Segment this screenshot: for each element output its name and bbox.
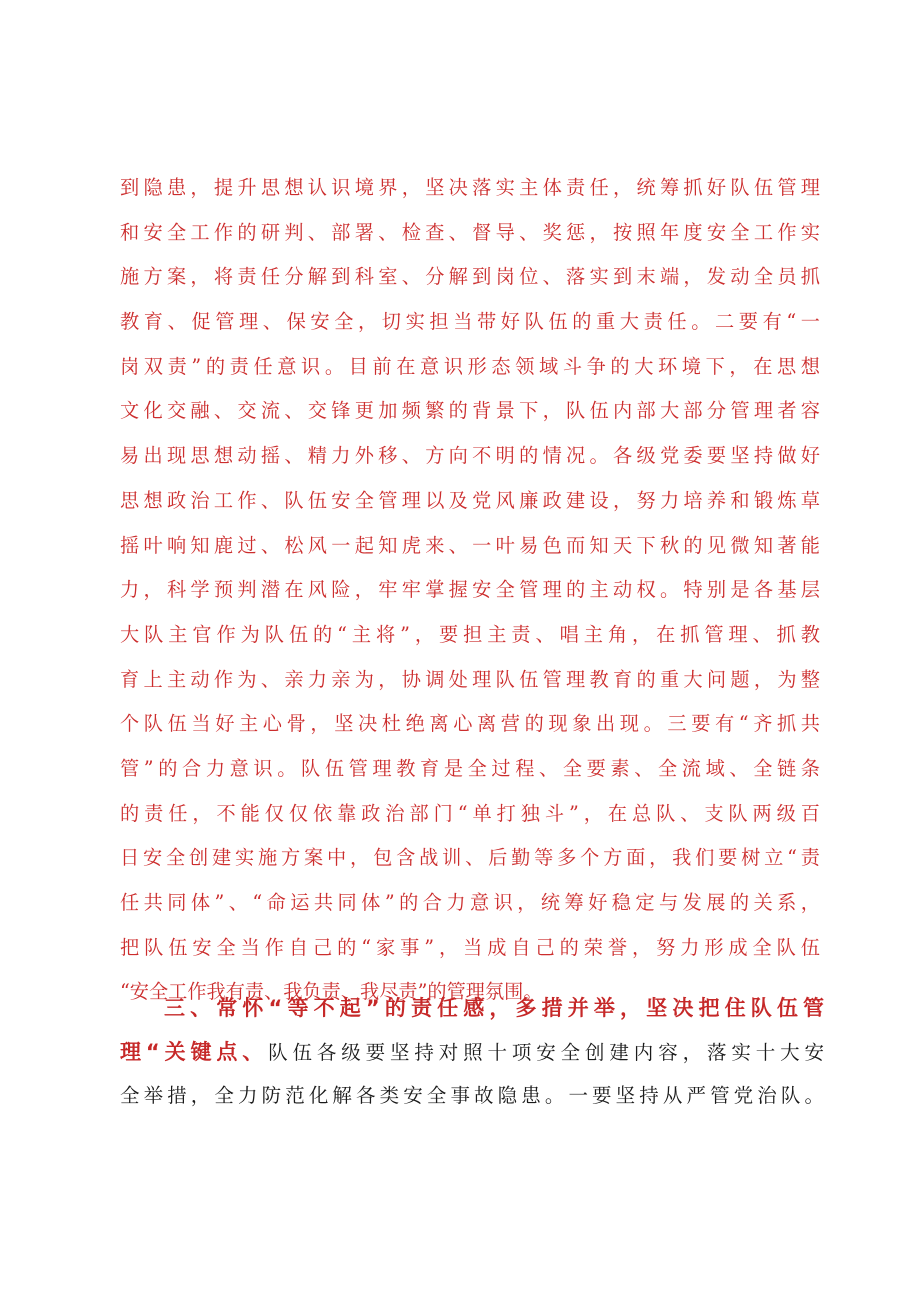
paragraph-line: 摇叶响知鹿过、松风一起知虎来、一叶易色而知天下秋的见微知著能 (120, 533, 820, 557)
paragraph-line: 施方案，将责任分解到科室、分解到岗位、落实到末端，发动全员抓 (120, 265, 820, 289)
paragraph-line: 易出现思想动摇、精力外移、方向不明的情况。各级党委要坚持做好 (120, 444, 820, 468)
paragraph-line: 力，科学预判潜在风险，牢牢掌握安全管理的主动权。特别是各基层 (120, 578, 820, 602)
paragraph-line: 的责任，不能仅仅依靠政治部门“单打独斗”，在总队、支队两级百 (120, 801, 820, 825)
paragraph-line: 把队伍安全当作自己的“家事”，当成自己的荣誉，努力形成全队伍 (120, 935, 820, 959)
paragraph-line: 思想政治工作、队伍安全管理以及党风廉政建设，努力培养和锻炼草 (120, 488, 820, 512)
paragraph-line: 管”的合力意识。队伍管理教育是全过程、全要素、全流域、全链条 (120, 756, 820, 780)
paragraph-line: 岗双责”的责任意识。目前在意识形态领域斗争的大环境下，在思想 (120, 354, 820, 378)
paragraph-line: 育上主动作为、亲力亲为，协调处理队伍管理教育的重大问题，为整 (120, 667, 820, 691)
section-heading-continued: 理“关键点、 (120, 1040, 269, 1064)
paragraph-line: “安全工作我有责、我负责、我尽责”的管理氛围。 (120, 980, 543, 1004)
paragraph-line: 教育、促管理、保安全，切实担当带好队伍的重大责任。二要有“一 (120, 310, 820, 334)
section-body-text: 全举措，全力防范化解各类安全事故隐患。一要坚持从严管党治队。 (120, 1084, 824, 1107)
paragraph-line: 和安全工作的研判、部署、检查、督导、奖惩，按照年度安全工作实 (120, 220, 820, 244)
paragraph-line: 个队伍当好主心骨，坚决杜绝离心离营的现象出现。三要有“齐抓共 (120, 712, 820, 736)
section-heading: 三、常怀“等不起”的责任感，多措并举，坚决把住队伍管 (164, 996, 824, 1020)
red-paragraph (120, 166, 820, 1015)
paragraph-line: 到隐患，提升思想认识境界，坚决落实主体责任，统筹抓好队伍管理 (120, 176, 820, 199)
paragraph-line: 任共同体”、“命运共同体”的合力意识，统筹好稳定与发展的关系， (120, 891, 820, 914)
paragraph-line: 文化交融、交流、交锋更加频繁的背景下，队伍内部大部分管理者容 (120, 399, 820, 423)
section-line (120, 1030, 824, 1074)
section-three (120, 986, 824, 1118)
paragraph-line: 大队主官作为队伍的“主将”，要担主责、唱主角，在抓管理、抓教 (120, 622, 820, 646)
section-body-text: 队伍各级要坚持对照十项安全创建内容，落实十大安 (268, 1041, 824, 1064)
paragraph-line: 日安全创建实施方案中，包含战训、后勤等多个方面，我们要树立“责 (120, 846, 820, 870)
